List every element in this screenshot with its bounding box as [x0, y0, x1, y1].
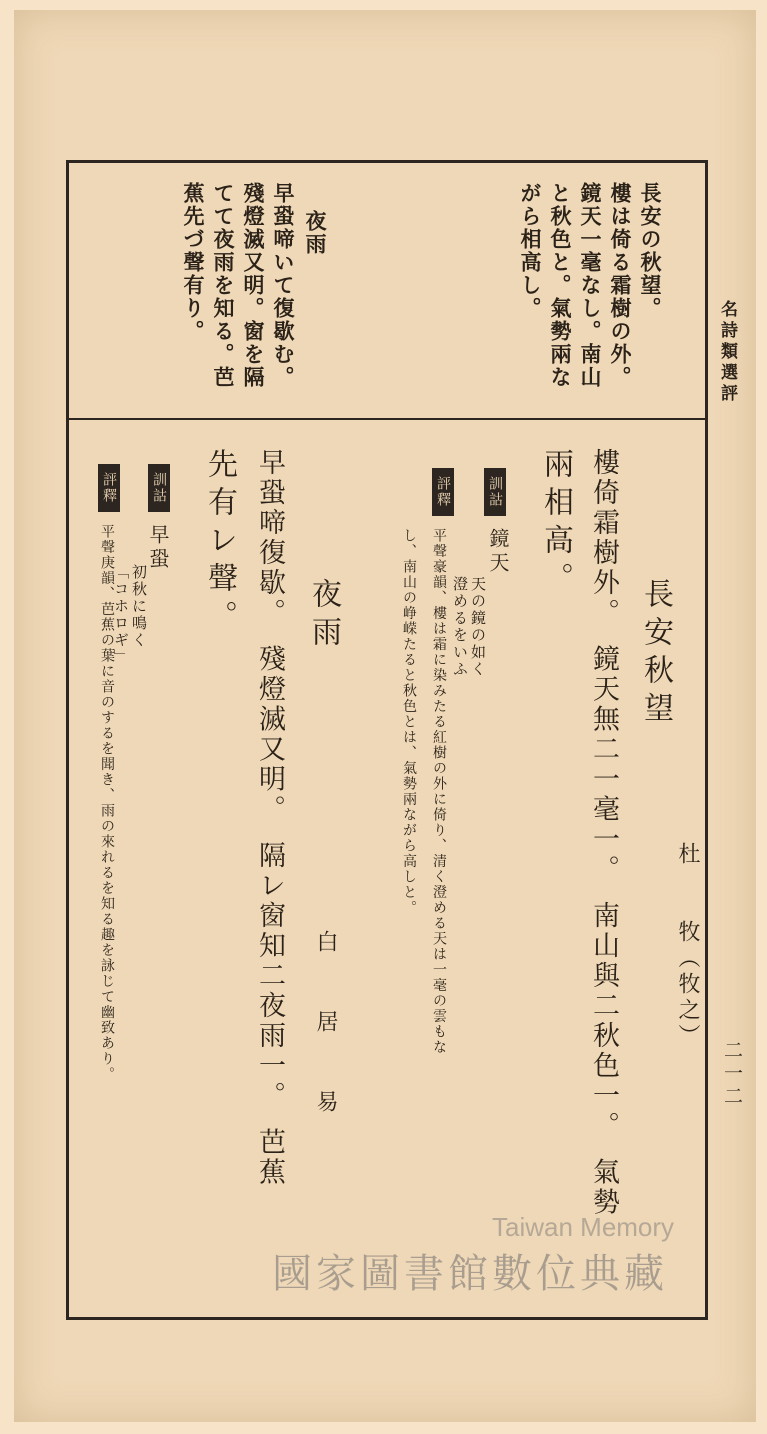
poem2-kunko-note-b: 「コホロギ」: [112, 564, 130, 666]
poem2-line-1: 早蛩啼復歇。 殘燈滅又明。 隔レ窗知二夜雨一。 芭蕉: [254, 448, 285, 1188]
upper-line-1: 樓は倚る霜樹の外。: [608, 182, 633, 389]
upper-line-4: がら相高し。: [518, 182, 543, 320]
upper-line-5: 早蛩啼いて復歇む。: [271, 182, 296, 389]
poem1-kunko-badge: 訓詁: [484, 468, 506, 516]
poem1-hyoshaku-2: し、南山の峥嵘たると秋色とは、氣勢兩ながら高しと。: [401, 528, 417, 916]
page-number: 二一二: [721, 1040, 743, 1109]
poem1-line-2: 兩相高。: [538, 448, 573, 600]
upper-title-2: 夜雨: [303, 210, 328, 256]
upper-line-2: 鏡天一毫なし。南山: [578, 182, 603, 389]
block-divider: [66, 418, 708, 420]
poem1-author: 杜 牧（牧之）: [675, 842, 700, 1050]
poem1-hyoshaku-1: 平聲豪韻、樓は霜に染みたる紅樹の外に倚り、清く澄める天は一毫の雲もな: [431, 528, 447, 1055]
poem1-kunko-note-b: 澄めるをいふ: [451, 576, 469, 678]
upper-line-7: てて夜雨を知る。芭: [211, 182, 236, 389]
poem2-line-2: 先有レ聲。: [202, 448, 237, 638]
poem2-title: 夜雨: [306, 578, 341, 654]
poem2-kunko-note-a: 初秋に鳴く: [130, 564, 148, 649]
poem2-author: 白 居 易: [313, 930, 338, 1130]
poem1-hyoshaku-badge: 評釋: [432, 468, 454, 516]
upper-line-3: と秋色と。氣勢兩な: [548, 182, 573, 389]
upper-line-8: 蕉先づ聲有り。: [181, 182, 206, 343]
poem2-hyoshaku-1: 平聲庚韻、芭蕉の葉に音のするを聞き、雨の來れるを知る趣を詠じて幽致あり。: [99, 524, 115, 1082]
running-head: 名詩類選評: [717, 300, 737, 405]
upper-line-6: 殘燈滅又明。窗を隔: [241, 182, 266, 389]
poem1-line-1: 樓倚霜樹外。 鏡天無二一毫一。 南山與二秋色一。 氣勢: [588, 448, 619, 1218]
watermark-english: Taiwan Memory: [492, 1212, 675, 1242]
upper-title-1: 長安の秋望。: [638, 182, 663, 320]
poem2-hyoshaku-badge: 評釋: [98, 464, 120, 512]
poem1-title: 長安秋望: [638, 578, 673, 730]
poem2-kunko-term: 早蛩: [146, 524, 170, 572]
watermark-chinese: 國家圖書館數位典藏: [272, 1251, 668, 1297]
poem1-kunko-term: 鏡天: [486, 528, 510, 576]
poem2-kunko-badge: 訓詁: [148, 464, 170, 512]
poem1-kunko-note-a: 天の鏡の如く: [469, 576, 487, 678]
